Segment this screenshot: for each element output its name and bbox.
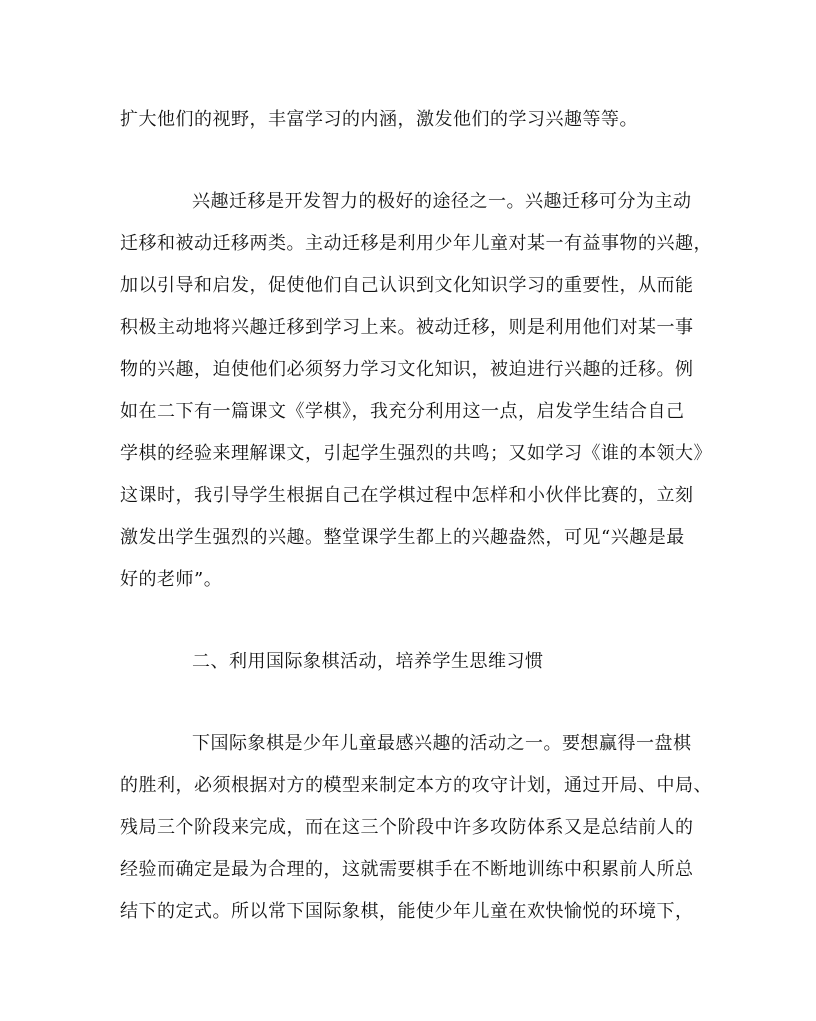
paragraph1-line: 这课时，我引导学生根据自己在学棋过程中怎样和小伙伴比赛的，立刻	[120, 485, 694, 506]
paragraph1-line: 物的兴趣，迫使他们必须努力学习文化知识，被迫进行兴趣的迁移。例	[120, 359, 694, 380]
paragraph2-line: 经验而确定是最为合理的，这就需要棋手在不断地训练中积累前人所总	[120, 859, 694, 880]
paragraph2-line: 下国际象棋是少年儿童最感兴趣的活动之一。要想赢得一盘棋	[192, 733, 692, 754]
paragraph1-line: 加以引导和启发，促使他们自己认识到文化知识学习的重要性，从而能	[120, 275, 694, 296]
paragraph1-line: 如在二下有一篇课文《学棋》，我充分利用这一点，启发学生结合自己	[120, 401, 685, 422]
paragraph2-line: 结下的定式。所以常下国际象棋，能使少年儿童在欢快愉悦的环境下，	[120, 901, 694, 922]
paragraph1-line: 积极主动地将兴趣迁移到学习上来。被动迁移，则是利用他们对某一事	[120, 317, 694, 338]
paragraph1-line: 迁移和被动迁移两类。主动迁移是利用少年儿童对某一有益事物的兴趣，	[120, 233, 712, 254]
paragraph1-line: 激发出学生强烈的兴趣。整堂课学生都上的兴趣盎然，可见“兴趣是最	[120, 527, 685, 548]
paragraph1-line: 学棋的经验来理解课文，引起学生强烈的共鸣；又如学习《谁的本领大》	[120, 443, 712, 464]
intro-line: 扩大他们的视野，丰富学习的内涵，激发他们的学习兴趣等等。	[120, 109, 638, 130]
paragraph1-line: 好的老师”。	[120, 569, 223, 590]
paragraph1-line: 兴趣迁移是开发智力的极好的途径之一。兴趣迁移可分为主动	[192, 191, 692, 212]
paragraph2-line: 的胜利，必须根据对方的模型来制定本方的攻守计划，通过开局、中局、	[120, 775, 712, 796]
paragraph2-line: 残局三个阶段来完成，而在这三个阶段中许多攻防体系又是总结前人的	[120, 817, 694, 838]
section-heading: 二、利用国际象棋活动，培养学生思维习惯	[192, 651, 544, 672]
